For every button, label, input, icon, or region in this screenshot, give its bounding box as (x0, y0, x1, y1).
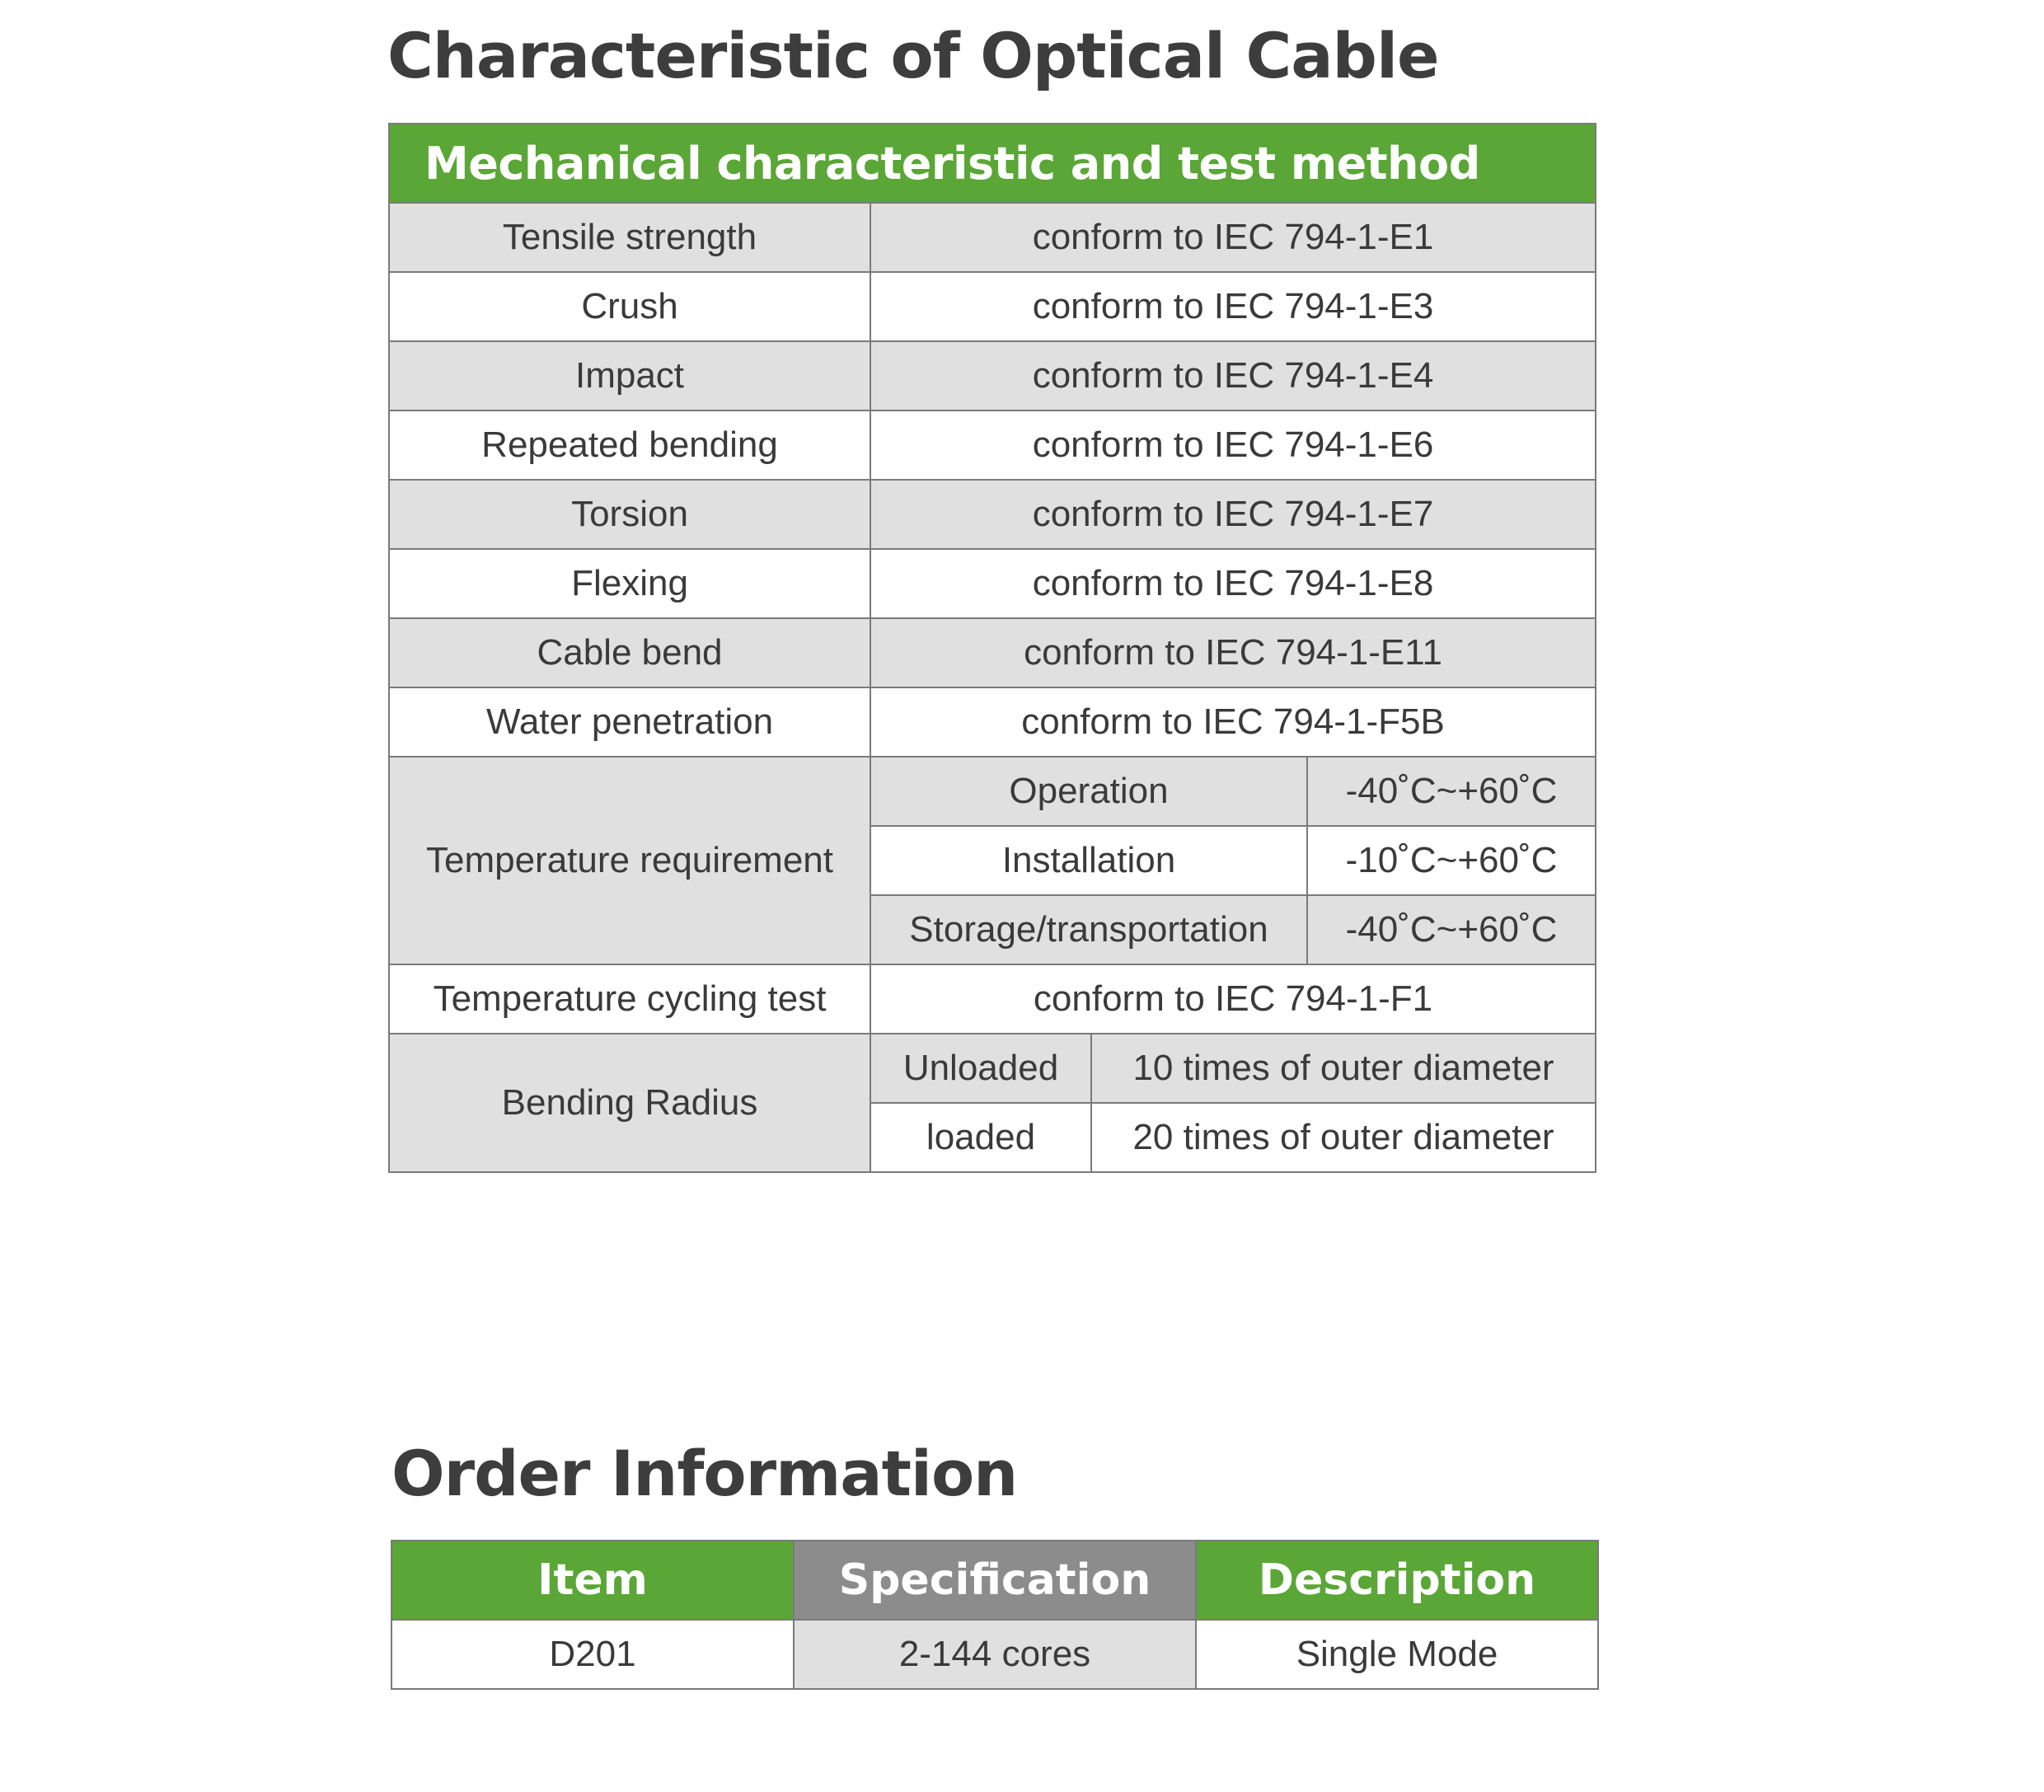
temperature-range: -10˚C~+60˚C (1307, 826, 1596, 895)
temperature-range: -40˚C~+60˚C (1307, 895, 1596, 964)
table-row (389, 410, 1596, 480)
row-value: conform to IEC 794-1-E8 (870, 549, 1596, 618)
order-information-table (391, 1540, 1599, 1690)
table-row (389, 272, 1596, 341)
order-item-cell: D201 (391, 1620, 794, 1689)
temperature-sub-label: Installation (870, 826, 1307, 895)
row-name: Impact (389, 341, 870, 410)
row-value: conform to IEC 794-1-E7 (870, 480, 1596, 549)
order-specification-cell: 2-144 cores (794, 1620, 1196, 1689)
row-name: Cable bend (389, 618, 870, 687)
row-name: Torsion (389, 480, 870, 549)
temperature-row (389, 757, 1596, 826)
mechanical-table-header: Mechanical characteristic and test method (389, 124, 1596, 203)
row-name: Tensile strength (389, 203, 870, 272)
table-row (389, 203, 1596, 272)
row-value: conform to IEC 794-1-E3 (870, 272, 1596, 341)
order-header-item: Item (391, 1541, 794, 1620)
bending-sub-label: loaded (870, 1103, 1091, 1172)
bending-radius-label: Bending Radius (389, 1034, 870, 1172)
table-row (389, 618, 1596, 687)
row-value: conform to IEC 794-1-F1 (870, 964, 1596, 1034)
row-value: conform to IEC 794-1-E1 (870, 203, 1596, 272)
row-value: conform to IEC 794-1-E6 (870, 410, 1596, 480)
table-row (389, 480, 1596, 549)
order-header-specification: Specification (794, 1541, 1196, 1620)
table-row (391, 1620, 1598, 1689)
bending-value: 10 times of outer diameter (1091, 1034, 1596, 1103)
row-value: conform to IEC 794-1-E11 (870, 618, 1596, 687)
row-value: conform to IEC 794-1-F5B (870, 687, 1596, 757)
table-row (389, 341, 1596, 410)
table-row (389, 687, 1596, 757)
row-name: Repeated bending (389, 410, 870, 480)
temperature-range: -40˚C~+60˚C (1307, 757, 1596, 826)
bending-sub-label: Unloaded (870, 1034, 1091, 1103)
table-row (389, 964, 1596, 1034)
row-name: Crush (389, 272, 870, 341)
temperature-sub-label: Operation (870, 757, 1307, 826)
bending-row (389, 1034, 1596, 1103)
order-description-cell: Single Mode (1196, 1620, 1598, 1689)
temperature-sub-label: Storage/transportation (870, 895, 1307, 964)
bending-value: 20 times of outer diameter (1091, 1103, 1596, 1172)
order-header-description: Description (1196, 1541, 1598, 1620)
order-information-title: Order Information (391, 1437, 1018, 1510)
row-name: Flexing (389, 549, 870, 618)
row-value: conform to IEC 794-1-E4 (870, 341, 1596, 410)
table-row (389, 549, 1596, 618)
row-name: Water penetration (389, 687, 870, 757)
mechanical-characteristics-table (388, 123, 1596, 1173)
temperature-requirement-label: Temperature requirement (389, 757, 870, 964)
characteristic-title: Characteristic of Optical Cable (387, 19, 1439, 92)
row-name: Temperature cycling test (389, 964, 870, 1034)
